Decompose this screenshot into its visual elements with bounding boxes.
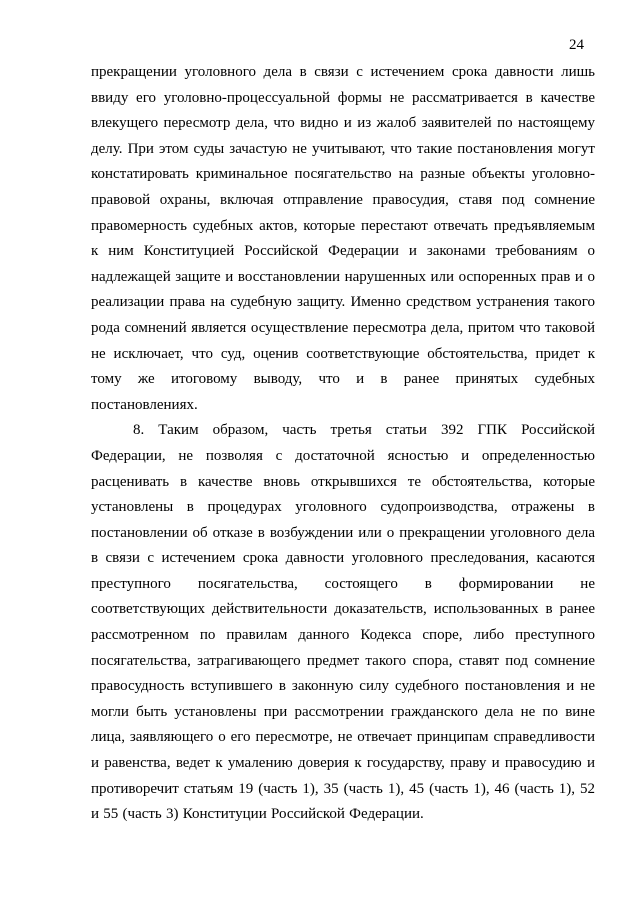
- paragraph-continuation: прекращении уголовного дела в связи с истечением срока давности лишь ввиду его уголовно-процессуальной формы не рассматривается в качестве влекущего пересмотр дела, что видно и из жалоб заявителей по настоящему делу. При этом суды зачастую не учитывают, что такие постановления могут констатировать криминальное посягательство на разные объекты уголовно-правовой охраны, включая отправление правосудия, ставя под сомнение правомерность судебных актов, которые перестают отвечать предъявляемым к ним Конституцией Российской Федерации и законами требованиям о надлежащей защите и восстановлении нарушенных или оспоренных прав и о реализации права на судебную защиту. Именно средством устранения такого рода сомнений является осуществление пересмотра дела, притом что таковой не исключает, что суд, оценив соответствующие обстоятельства, придет к тому же итоговому выводу, что и в ранее принятых судебных постановлениях.: [91, 64, 595, 413]
- paragraph-item-8: 8. Таким образом, часть третья статьи 392 ГПК Российской Федерации, не позволяя с достаточной ясностью и определенностью расценивать в качестве вновь открывшихся те обстоятельства, которые установлены в процедурах уголовного судопроизводства, отражены в постановлении об отказе в возбуждении или о прекращении уголовного дела в связи с истечением срока давности уголовного преследования, касаются преступного посягательства, состоящего в формировании не соответствующих действительности доказательств, использованных в ранее рассмотренном по правилам данного Кодекса споре, либо преступного посягательства, затрагивающего предмет такого спора, ставят под сомнение правосудность вступившего в законную силу судебного постановления и не могли быть установлены при рассмотрении гражданского дела не по вине лица, заявляющего о его пересмотре, не отвечает принципам справедливости и равенства, ведет к умалению доверия к государству, праву и правосудию и противоречит статьям 19 (часть 1), 35 (часть 1), 45 (часть 1), 46 (часть 1), 52 и 55 (часть 3) Конституции Российской Федерации.: [91, 422, 595, 823]
- document-body: [91, 60, 595, 828]
- page-number: 24: [569, 37, 584, 53]
